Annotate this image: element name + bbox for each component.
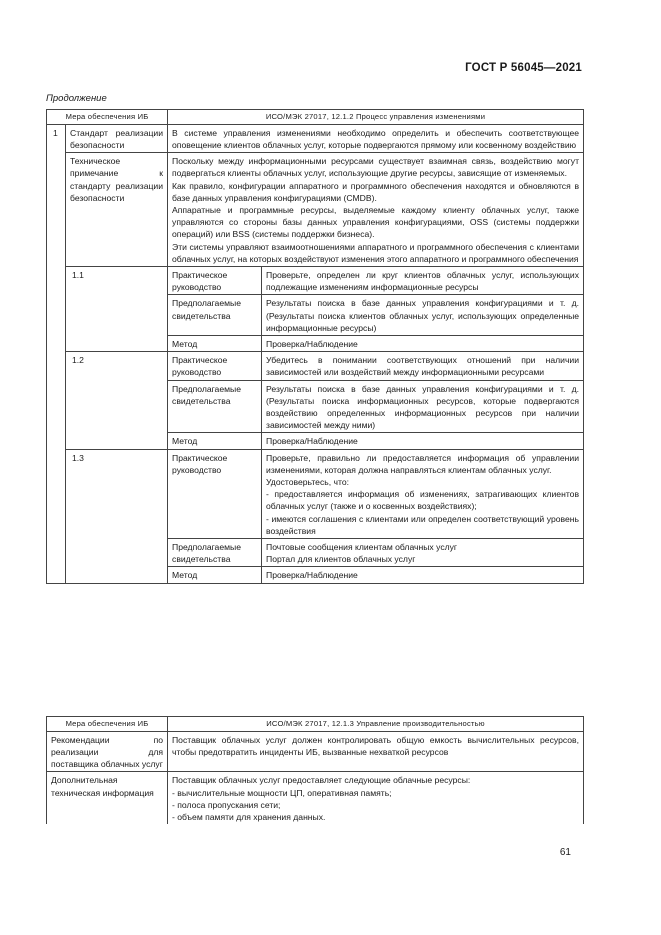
page-number: 61 — [559, 847, 571, 858]
empty-cell — [47, 380, 66, 433]
empty-cell — [47, 267, 66, 295]
guide-line: Проверьте, определен ли круг клиентов облачных услуг, использующих подлежащие изменениям информационные ресурсы — [266, 270, 580, 293]
tech-note-label: Техническое примечание к стандарту реализации безопасности — [66, 153, 168, 267]
additional-info-line: - вычислительные мощности ЦП, оперативная память; — [172, 787, 392, 798]
evidence-line: Результаты поиска в базе данных управления конфигурациями и т. д. (Результаты поиска информационных ресурсов, которые подвергаются воздействию определенных информационных ресурсов при наличии зависимостей между ними) — [266, 383, 580, 431]
empty-cell — [47, 295, 66, 336]
sub-item-number: 1.1 — [66, 267, 168, 352]
method-text: Проверка/Наблюдение — [262, 567, 584, 583]
document-code: ГОСТ Р 56045—2021 — [465, 62, 582, 74]
table-row — [47, 772, 584, 824]
empty-cell — [47, 433, 66, 449]
empty-cell — [47, 539, 66, 567]
recommendation-label: Рекомендации по реализации для поставщика облачных услуг — [47, 731, 168, 772]
header-measure: Мера обеспечения ИБ — [47, 717, 168, 732]
additional-info-text — [168, 772, 584, 824]
additional-info-line: - полоса пропускания сети; — [172, 799, 281, 810]
header-reference: ИСО/МЭК 27017, 12.1.3 Управление производительностью — [168, 717, 584, 732]
tech-note-line: Как правило, конфигурации аппаратного и программного обеспечения находятся и обновляются в базе данных управления конфигурациями (CMDB). — [172, 180, 580, 203]
tech-note-text — [168, 153, 584, 267]
guide-line: Удостоверьтесь, что: — [266, 477, 349, 488]
standard-text: В системе управления изменениями необходимо определить и обеспечить соответствующее оповещение клиентов облачных услуг, которые подвергаются прямому или косвенному воздействию — [168, 124, 584, 152]
guide-text — [262, 352, 584, 380]
evidence-line: Портал для клиентов облачных услуг — [266, 554, 416, 565]
guide-label: Практическое руководство — [168, 352, 262, 380]
guide-line: - предоставляется информация об изменениях, затрагивающих клиентов облачных услуг (также и о косвенных воздействиях); — [266, 489, 580, 512]
empty-cell — [47, 449, 66, 538]
evidence-text — [262, 380, 584, 433]
additional-info-line: - объем памяти для хранения данных. — [172, 812, 326, 822]
table-row — [47, 153, 584, 267]
evidence-line: Результаты поиска в базе данных управления конфигурациями и т. д. (Результаты поиска клиентов облачных услуг, использующих определенные информационные ресурсы) — [266, 298, 580, 333]
table-row — [47, 352, 584, 380]
method-label: Метод — [168, 336, 262, 352]
row-number: 1 — [47, 124, 66, 152]
table-row — [47, 731, 584, 772]
table-row — [47, 124, 584, 152]
evidence-label: Предполагаемые свидетельства — [168, 539, 262, 567]
header-measure: Мера обеспечения ИБ — [47, 110, 168, 125]
evidence-text — [262, 295, 584, 336]
additional-info-line: Поставщик облачных услуг предоставляет следующие облачные ресурсы: — [172, 775, 471, 786]
evidence-text — [262, 539, 584, 567]
guide-text — [262, 267, 584, 295]
additional-info-label: Дополнительная техническая информация — [47, 772, 168, 824]
capacity-management-table — [46, 716, 584, 824]
empty-cell — [47, 153, 66, 267]
tech-note-line: Эти системы управляют взаимоотношениями аппаратного и программного обеспечения с клиентами облачных услуг, на которых воздействуют изменения этого аппаратного и программного обеспечения — [172, 241, 580, 264]
table-header-row — [47, 717, 584, 732]
standard-label: Стандарт реализации безопасности — [66, 124, 168, 152]
table-row — [47, 267, 584, 295]
guide-label: Практическое руководство — [168, 449, 262, 538]
continuation-label: Продолжение — [46, 93, 107, 104]
tech-note-line: Поскольку между информационными ресурсами существует взаимная связь, воздействию могут подвергаться клиенты облачных услуг, использующие другие ресурсы, зависящие от изменяемых. — [172, 156, 580, 179]
guide-label: Практическое руководство — [168, 267, 262, 295]
evidence-label: Предполагаемые свидетельства — [168, 295, 262, 336]
guide-text — [262, 449, 584, 538]
table-header-row — [47, 110, 584, 125]
empty-cell — [47, 567, 66, 583]
sub-item-number: 1.3 — [66, 449, 168, 583]
method-label: Метод — [168, 433, 262, 449]
empty-cell — [47, 352, 66, 380]
method-text: Проверка/Наблюдение — [262, 433, 584, 449]
change-management-table — [46, 109, 584, 584]
method-label: Метод — [168, 567, 262, 583]
evidence-line: Почтовые сообщения клиентам облачных услуг — [266, 542, 458, 553]
empty-cell — [47, 336, 66, 352]
recommendation-text: Поставщик облачных услуг должен контролировать общую емкость вычислительных ресурсов, чтобы предотвратить инциденты ИБ, вызванные нехваткой ресурсов — [168, 731, 584, 772]
header-reference: ИСО/МЭК 27017, 12.1.2 Процесс управления изменениями — [168, 110, 584, 125]
evidence-label: Предполагаемые свидетельства — [168, 380, 262, 433]
sub-item-number: 1.2 — [66, 352, 168, 449]
tech-note-line: Аппаратные и программные ресурсы, выделяемые каждому клиенту облачных услуг, также управляются со стороны базы данных управления конфигурациями, OSS (системы поддержки операций) или BSS (системы поддержки бизнеса). — [172, 205, 580, 240]
guide-line: Проверьте, правильно ли предоставляется информация об управлении изменениями, которая должна направляться клиентам облачных услуг. — [266, 452, 580, 475]
guide-line: Убедитесь в понимании соответствующих отношений при наличии зависимостей или воздействий между информационными ресурсами — [266, 355, 580, 378]
guide-line: - имеются соглашения с клиентами или определен соответствующий уровень воздействия — [266, 513, 580, 536]
method-text: Проверка/Наблюдение — [262, 336, 584, 352]
table-row — [47, 449, 584, 538]
